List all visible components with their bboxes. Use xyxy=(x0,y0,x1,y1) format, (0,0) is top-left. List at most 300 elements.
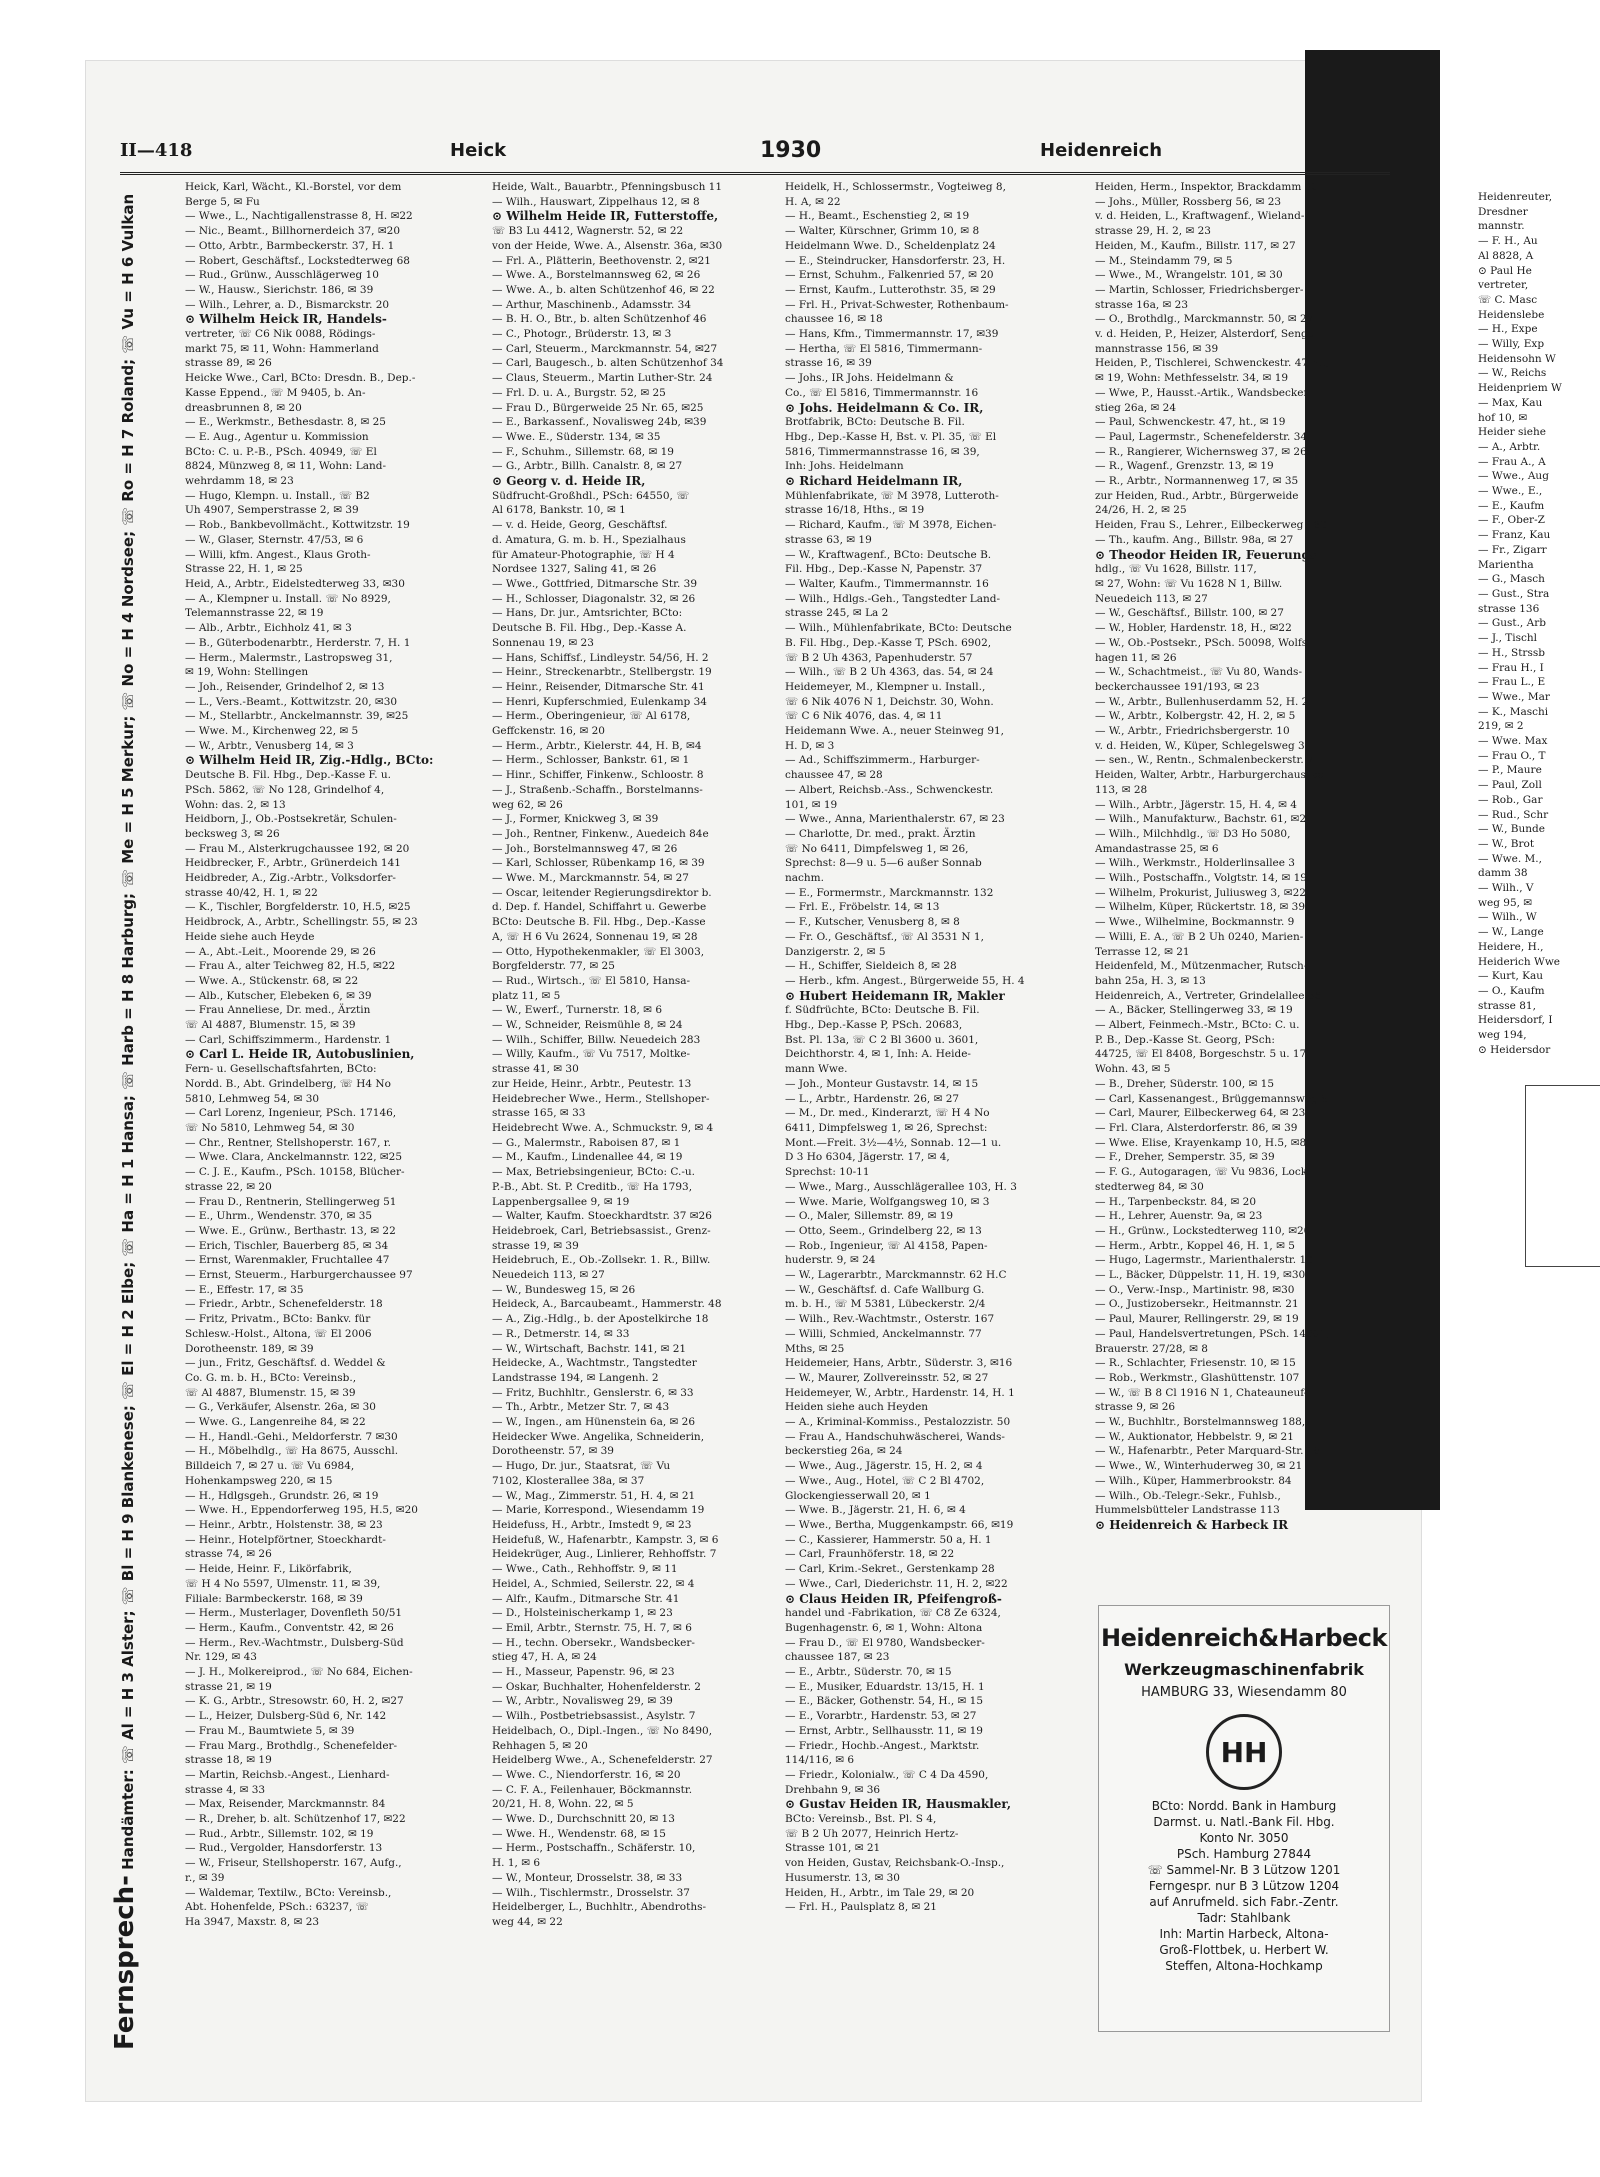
fragment-line: — Paul, Zoll xyxy=(1478,779,1542,792)
header-rule xyxy=(120,172,1390,175)
ad-details xyxy=(1099,1798,1389,1974)
directory-line: 101, ✉ 19 xyxy=(785,798,838,811)
directory-line: Lappenbergsallee 9, ✉ 19 xyxy=(492,1195,630,1208)
fragment-line: Heidenpriem W xyxy=(1478,382,1562,395)
directory-line: — Joh., Reisender, Grindelhof 2, ✉ 13 xyxy=(185,680,385,693)
directory-line: — Wilh., Ob.-Telegr.-Sekr., Fuhlsb., xyxy=(1095,1489,1281,1502)
directory-line: — Carl, Fraunhöferstr. 18, ✉ 22 xyxy=(785,1548,955,1561)
directory-line: ☏ H 4 No 5597, Ulmenstr. 11, ✉ 39, xyxy=(185,1577,381,1590)
directory-line: 5810, Lehmweg 54, ✉ 30 xyxy=(185,1092,320,1105)
directory-line: — E., Formermstr., Marckmannstr. 132 xyxy=(785,886,994,899)
directory-line: — E., Effestr. 17, ✉ 35 xyxy=(185,1283,304,1296)
directory-line: Brotfabrik, BCto: Deutsche B. Fil. xyxy=(785,416,965,429)
directory-line: Hbg., Dep.-Kasse H, Bst. v. Pl. 35, ☏ El xyxy=(785,430,997,443)
fragment-line: — K., Maschi xyxy=(1478,705,1549,718)
directory-line: — Wilh., Werkmstr., Holderlinsallee 3 xyxy=(1095,857,1295,870)
directory-line: strasse 4, ✉ 33 xyxy=(185,1783,266,1796)
directory-line: — Henri, Kupferschmied, Eulenkamp 34 xyxy=(492,695,707,708)
fragment-line: — Fr., Zigarr xyxy=(1478,543,1547,556)
directory-line: Fil. Hbg., Dep.-Kasse N, Papenstr. 37 xyxy=(785,563,983,576)
directory-line: — Willi, kfm. Angest., Klaus Groth- xyxy=(185,548,371,561)
directory-line: chaussee 16, ✉ 18 xyxy=(785,313,883,326)
directory-line: — Wwe., Wilhelmine, Bockmannstr. 9 xyxy=(1095,916,1295,929)
directory-line: — E., Steindrucker, Hansdorferstr. 23, H. xyxy=(785,254,1006,267)
ad-line: Tadr: Stahlbank xyxy=(1197,1911,1291,1925)
directory-line: — Wwe. E., Süderstr. 134, ✉ 35 xyxy=(492,430,661,443)
directory-line: — Carl, Baugesch., b. alten Schützenhof 34 xyxy=(492,357,724,370)
fragment-line: — F., Ober-Z xyxy=(1478,514,1545,527)
directory-line: — Wwe., Aug., Jägerstr. 15, H. 2, ✉ 4 xyxy=(785,1460,983,1473)
directory-line: — Wilh., Arbtr., Jägerstr. 15, H. 4, ✉ 4 xyxy=(1095,798,1297,811)
directory-line: — Albert, Feinmech.-Mstr., BCto: C. u. xyxy=(1095,1019,1300,1032)
directory-line: strasse 16/18, Hths., ✉ 19 xyxy=(785,504,925,517)
directory-line: — H., Schlosser, Diagonalstr. 32, ✉ 26 xyxy=(492,592,696,605)
directory-line: Heidefuß, W., Hafenarbtr., Kampstr. 3, ✉ 6 xyxy=(492,1533,719,1546)
directory-line: — Wilh., Schiffer, Billw. Neuedeich 283 xyxy=(492,1033,701,1046)
directory-line: — W., Arbtr., Friedrichsbergerstr. 10 xyxy=(1095,725,1290,738)
fragment-line: — H., Expe xyxy=(1478,323,1538,336)
directory-line: — O., Maler, Sillemstr. 89, ✉ 19 xyxy=(785,1210,954,1223)
adjacent-page-fragment xyxy=(1478,190,1600,1057)
ad-line: Inh: Martin Harbeck, Altona- xyxy=(1159,1927,1329,1941)
ad-line: Steffen, Altona-Hochkamp xyxy=(1165,1959,1323,1973)
directory-line: — W., Lagerarbtr., Marckmannstr. 62 H.C xyxy=(785,1269,1007,1282)
directory-line: beckerstieg 26a, ✉ 24 xyxy=(785,1445,903,1458)
directory-line: Terrasse 12, ✉ 21 xyxy=(1095,945,1190,958)
fragment-line: — H., Strssb xyxy=(1478,646,1545,659)
directory-line: — G., Verkäufer, Alsenstr. 26a, ✉ 30 xyxy=(185,1401,376,1414)
ad-line: Ferngespr. nur B 3 Lützow 1204 xyxy=(1148,1879,1340,1893)
directory-line: D 3 Ho 6304, Jägerstr. 17, ✉ 4, xyxy=(785,1151,950,1164)
directory-line: Glockengiesserwall 20, ✉ 1 xyxy=(785,1489,931,1502)
directory-line: — W., Schachtmeist., ☏ Vu 80, Wands- xyxy=(1095,666,1302,679)
directory-line: nachm. xyxy=(785,872,824,885)
directory-line: — Wwe., L., Nachtigallenstrasse 8, H. ✉22 xyxy=(185,210,413,223)
directory-line: Telemannstrasse 22, ✉ 19 xyxy=(185,607,324,620)
directory-line: Heidenfeld, M., Mützenmacher, Rutsch- xyxy=(1095,960,1308,973)
directory-line: Heidemann Wwe. A., neuer Steinweg 91, xyxy=(785,725,1005,738)
directory-line: Heidbrock, A., Arbtr., Schellingstr. 55, ✉ 23 xyxy=(185,916,418,929)
directory-line: — Wwe. E., Grünw., Berthastr. 13, ✉ 22 xyxy=(185,1224,396,1237)
directory-line: — Herm., Oberingenieur, ☏ Al 6178, xyxy=(492,710,691,723)
advertisement-heidenreich-harbeck xyxy=(1098,1605,1390,2032)
directory-line: ☏ No 5810, Lehmweg 54, ✉ 30 xyxy=(185,1122,355,1134)
directory-line: — F., Kutscher, Venusberg 8, ✉ 8 xyxy=(785,916,960,929)
page-header xyxy=(120,140,1395,170)
directory-line: ⊙ Johs. Heidelmann & Co. IR, xyxy=(785,400,984,415)
fragment-line: vertreter, xyxy=(1478,279,1529,292)
directory-line: — R., Detmerstr. 14, ✉ 33 xyxy=(492,1327,630,1340)
directory-line: — H., Lehrer, Auenstr. 9a, ✉ 23 xyxy=(1095,1210,1263,1223)
directory-line: — C. F. A., Feilenhauer, Böckmannstr. xyxy=(492,1783,693,1796)
directory-line: — Joh., Rentner, Finkenw., Auedeich 84e xyxy=(492,827,709,840)
directory-line: v. d. Heiden, L., Kraftwagenf., Wieland- xyxy=(1095,210,1305,223)
directory-line: — Herb., kfm. Angest., Bürgerweide 55, H. 4 xyxy=(785,974,1025,987)
directory-line: — C., Photogr., Brüderstr. 13, ✉ 3 xyxy=(492,328,672,341)
directory-line: ⊙ Heidenreich & Harbeck IR xyxy=(1095,1517,1289,1532)
fragment-line: — Wwe. Max xyxy=(1478,735,1548,748)
directory-line: — Waldemar, Textilw., BCto: Vereinsb., xyxy=(185,1886,392,1899)
directory-line: — Albert, Reichsb.-Ass., Schwenckestr. xyxy=(785,783,994,796)
directory-line: — Carl, Maurer, Eilbeckerweg 64, ✉ 23 xyxy=(1095,1107,1306,1120)
directory-line: — Wwe. H., Wendenstr. 68, ✉ 15 xyxy=(492,1827,666,1840)
directory-line: Nr. 129, ✉ 43 xyxy=(185,1651,257,1664)
directory-line: — Emil, Arbtr., Sternstr. 75, H. 7, ✉ 6 xyxy=(492,1621,692,1634)
directory-line: — Walter, Kaufm. Stoeckhardtstr. 37 ✉26 xyxy=(492,1210,712,1223)
directory-line: — Ernst, Schuhm., Falkenried 57, ✉ 20 xyxy=(785,269,994,282)
directory-line: — Max, Betriebsingenieur, BCto: C.-u. xyxy=(492,1166,695,1179)
directory-line: — E., Werkmstr., Bethesdastr. 8, ✉ 25 xyxy=(185,416,386,429)
directory-line: — Wilh., Postbetriebsassist., Asylstr. 7 xyxy=(492,1710,696,1723)
directory-line: strasse 19, ✉ 39 xyxy=(492,1239,579,1252)
directory-line: — Wwe. M., Kirchenweg 22, ✉ 5 xyxy=(185,725,359,738)
directory-line: — Friedr., Hochb.-Angest., Marktstr. xyxy=(785,1739,980,1752)
directory-line: — W., Hausw., Sierichstr. 186, ✉ 39 xyxy=(185,283,374,296)
directory-line: — Erich, Tischler, Bauerberg 85, ✉ 34 xyxy=(185,1239,389,1252)
ad-line: Darmst. u. Natl.-Bank Fil. Hbg. xyxy=(1153,1815,1335,1829)
directory-line: — W., Schneider, Reismühle 8, ✉ 24 xyxy=(492,1019,683,1032)
directory-line: — Alb., Kutscher, Elebeken 6, ✉ 39 xyxy=(185,989,372,1002)
fragment-line: — W., Brot xyxy=(1478,837,1535,850)
directory-line: — Oskar, Buchhalter, Hohenfelderstr. 2 xyxy=(492,1680,701,1693)
fragment-line: Marientha xyxy=(1478,558,1534,571)
directory-line: hdlg., ☏ Vu 1628, Billstr. 117, xyxy=(1095,563,1257,576)
directory-line: Sprechst: 10-11 xyxy=(785,1166,870,1179)
directory-line: Heidebruch, E., Ob.-Zollsekr. 1. R., Billw. xyxy=(492,1254,711,1267)
directory-line: — H., Hdlgsgeh., Grundstr. 26, ✉ 19 xyxy=(185,1489,379,1502)
header-first-entry: Heick xyxy=(450,140,507,161)
directory-line: — F., Dreher, Semperstr. 35, ✉ 39 xyxy=(1095,1151,1275,1164)
directory-line: — Wwe., Aug., Hotel, ☏ C 2 Bl 4702, xyxy=(785,1474,985,1487)
directory-line: — Marie, Korrespond., Wiesendamm 19 xyxy=(492,1504,705,1517)
directory-line: — J. H., Molkereiprod., ☏ No 684, Eichen- xyxy=(185,1666,413,1679)
fragment-line: Dresdner xyxy=(1478,205,1528,218)
directory-line: Heidemeyer, M., Klempner u. Install., xyxy=(785,680,986,693)
directory-line: — Hans, Kfm., Timmermannstr. 17, ✉39 xyxy=(785,328,999,341)
directory-line: stieg 47, H. A, ✉ 24 xyxy=(492,1651,597,1664)
directory-line: — Fritz, Privatm., BCto: Bankv. für xyxy=(185,1313,371,1326)
directory-line: — R., Arbtr., Normannenweg 17, ✉ 35 xyxy=(1095,475,1299,488)
directory-line: — Ernst, Arbtr., Sellhausstr. 11, ✉ 19 xyxy=(785,1724,983,1737)
directory-line: Geffckenstr. 16, ✉ 20 xyxy=(492,725,605,738)
directory-line: Heiden, Walter, Arbtr., Harburgerchaussee xyxy=(1095,769,1324,782)
directory-line: — Frau D., ☏ El 9780, Wandsbecker- xyxy=(785,1636,985,1649)
fragment-line: — Frau L., E xyxy=(1478,676,1546,689)
directory-line: — Carl, Schiffszimmerm., Hardenstr. 1 xyxy=(185,1033,392,1046)
directory-line: — Rud., Wirtsch., ☏ El 5810, Hansa- xyxy=(492,974,691,987)
directory-line: vertreter, ☏ C6 Nik 0088, Rödings- xyxy=(185,328,376,341)
header-year: 1930 xyxy=(760,138,822,163)
directory-line: — sen., W., Rentn., Schmalenbeckerstr. 7 xyxy=(1095,754,1314,767)
directory-line: — Wwe. M., Marckmannstr. 54, ✉ 27 xyxy=(492,872,689,885)
fragment-line: Al 8828, A xyxy=(1478,249,1534,262)
directory-line: — v. d. Heide, Georg, Geschäftsf. xyxy=(492,519,668,532)
directory-line: — H., Grünw., Lockstedterweg 110, ✉20 xyxy=(1095,1224,1311,1237)
directory-line: weg 62, ✉ 26 xyxy=(492,798,563,811)
directory-line: — Wwe. A., Stückenstr. 68, ✉ 22 xyxy=(185,974,359,987)
directory-line: — R., Dreher, b. alt. Schützenhof 17, ✉22 xyxy=(185,1813,406,1826)
fragment-line: — W., Bunde xyxy=(1478,823,1545,836)
directory-line: strasse 16a, ✉ 23 xyxy=(1095,298,1189,311)
directory-line: Heidelberger, L., Buchhltr., Abendroths- xyxy=(492,1901,707,1914)
directory-line: — Frau A., Handschuhwäscherei, Wands- xyxy=(785,1430,1005,1443)
directory-line: BCto: Deutsche B. Fil. Hbg., Dep.-Kasse xyxy=(492,916,706,929)
directory-line: — Paul, Handelsvertretungen, PSch. 14601, xyxy=(1095,1327,1330,1340)
directory-line: — W., Ewerf., Turnerstr. 18, ✉ 6 xyxy=(492,1004,662,1017)
directory-line: Heidemeyer, W., Arbtr., Hardenstr. 14, H. 1 xyxy=(785,1386,1015,1399)
fragment-line: — P., Maure xyxy=(1478,764,1542,777)
directory-line: — Friedr., Kolonialw., ☏ C 4 Da 4590, xyxy=(785,1768,989,1781)
directory-line: stedterweg 84, ✉ 30 xyxy=(1095,1180,1204,1193)
directory-line: — Wwe., M., Wrangelstr. 101, ✉ 30 xyxy=(1095,269,1283,282)
directory-line: Bugenhagenstr. 6, ✉ 1, Wohn: Altona xyxy=(785,1621,983,1634)
directory-line: Borgfelderstr. 77, ✉ 25 xyxy=(492,960,615,973)
directory-line: ⊙ Carl L. Heide IR, Autobuslinien, xyxy=(185,1047,415,1062)
directory-line: Heidecker Wwe. Angelika, Schneiderin, xyxy=(492,1430,705,1443)
directory-line: — Joh., Monteur Gustavstr. 14, ✉ 15 xyxy=(785,1077,979,1090)
directory-line: — H., Handl.-Gehi., Meldorferstr. 7 ✉30 xyxy=(185,1430,398,1443)
directory-line: d. Dep. f. Handel, Schiffahrt u. Gewerbe xyxy=(492,901,707,914)
directory-line: ⊙ Wilhelm Heick IR, Handels- xyxy=(185,312,387,327)
directory-line: — Paul, Schwenckestr. 47, ht., ✉ 19 xyxy=(1095,416,1286,429)
directory-line: becksweg 3, ✉ 26 xyxy=(185,827,280,840)
directory-line: — Herm., Arbtr., Koppel 46, H. 1, ✉ 5 xyxy=(1095,1239,1295,1252)
directory-line: — Oscar, leitender Regierungsdirektor b. xyxy=(492,886,712,899)
directory-line: — C. J. E., Kaufm., PSch. 10158, Blücher- xyxy=(185,1166,405,1179)
fragment-line: 219, ✉ 2 xyxy=(1478,720,1524,733)
directory-line: beckerchaussee 191/193, ✉ 23 xyxy=(1095,680,1260,693)
directory-line: — A., Kriminal-Kommiss., Pestalozzistr. 50 xyxy=(785,1416,1011,1429)
directory-line: Billdeich 7, ✉ 27 u. ☏ Vu 6984, xyxy=(185,1460,355,1473)
fragment-line: — Wwe. M., xyxy=(1478,852,1542,865)
directory-line: ☏ 6 Nik 4076 N 1, Deichstr. 30, Wohn. xyxy=(785,695,994,708)
directory-line: P. B., Dep.-Kasse St. Georg, PSch: xyxy=(1095,1033,1275,1046)
directory-line: — Heinr., Hotelpförtner, Stoeckhardt- xyxy=(185,1533,386,1546)
directory-line: Heidecke, A., Wachtmstr., Tangstedter xyxy=(492,1357,697,1370)
directory-line: — B., Dreher, Süderstr. 100, ✉ 15 xyxy=(1095,1077,1275,1090)
directory-line: — Wwe. C., Niendorferstr. 16, ✉ 20 xyxy=(492,1768,681,1781)
directory-line: Nordsee 1327, Saling 41, ✉ 26 xyxy=(492,563,657,576)
directory-line: v. d. Heiden, P., Heizer, Alsterdorf, Sengel- xyxy=(1095,328,1321,341)
directory-line: — Carl, Kassenangest., Brüggemannsweg 8 xyxy=(1095,1092,1328,1105)
directory-line: strasse 21, ✉ 19 xyxy=(185,1680,272,1693)
directory-line: — Hugo, Klempn. u. Install., ☏ B2 xyxy=(185,489,370,502)
directory-line: Uh 4907, Semperstrasse 2, ✉ 39 xyxy=(185,504,359,517)
directory-line: — L., Arbtr., Hardenstr. 26, ✉ 27 xyxy=(785,1092,960,1105)
directory-line: — Frau D., Rentnerin, Stellingerweg 51 xyxy=(185,1195,397,1208)
directory-line: Heidborn, J., Ob.-Postsekretär, Schulen- xyxy=(185,813,397,826)
directory-line: strasse 18, ✉ 19 xyxy=(185,1754,272,1767)
directory-line: — Wilh., Tischlermstr., Drosselstr. 37 xyxy=(492,1886,690,1899)
directory-line: — Frl. E., Fröbelstr. 14, ✉ 13 xyxy=(785,901,940,914)
fragment-line: — Kurt, Kau xyxy=(1478,970,1543,983)
directory-line: ☏ B3 Lu 4412, Wagnerstr. 52, ✉ 22 xyxy=(492,225,684,238)
fragment-line: — Wwe., Mar xyxy=(1478,690,1550,703)
directory-line: — Wilh., ☏ B 2 Uh 4363, das. 54, ✉ 24 xyxy=(785,666,994,679)
ad-line: auf Anrufmeld. sich Fabr.-Zentr. xyxy=(1149,1895,1339,1909)
fragment-line: Heidensohn W xyxy=(1478,352,1556,365)
directory-line: Strasse 22, H. 1, ✉ 25 xyxy=(185,563,303,576)
logo-letters: HH xyxy=(1220,1735,1268,1769)
fragment-line: weg 194, xyxy=(1478,1029,1527,1042)
fragment-line: — Gust., Stra xyxy=(1478,587,1550,600)
directory-line: Heide, Walt., Bauarbtr., Pfenningsbusch 11 xyxy=(492,181,723,193)
fragment-line: — Rud., Schr xyxy=(1478,808,1549,821)
directory-line: Mths, ✉ 25 xyxy=(785,1342,845,1355)
directory-line: — Rud., Vergolder, Hansdorferstr. 13 xyxy=(185,1842,383,1855)
directory-line: Mühlenfabrikate, ☏ M 3978, Lutteroth- xyxy=(785,489,999,502)
directory-line: Hbg., Dep.-Kasse P, PSch. 20683, xyxy=(785,1019,963,1032)
page-number: II—418 xyxy=(120,140,193,161)
directory-line: m. b. H., ☏ M 5381, Lübeckerstr. 2/4 xyxy=(785,1298,986,1311)
directory-line: — jun., Fritz, Geschäftsf. d. Weddel & xyxy=(185,1357,386,1370)
directory-line: dreasbrunnen 8, ✉ 20 xyxy=(185,401,302,414)
fragment-line: — G., Masch xyxy=(1478,573,1545,586)
directory-line: stieg 26a, ✉ 24 xyxy=(1095,401,1177,414)
directory-line: — Herm., Kaufm., Conventstr. 42, ✉ 26 xyxy=(185,1621,394,1634)
directory-line: — Wilh., Rev.-Wachtmstr., Osterstr. 167 xyxy=(785,1313,995,1326)
directory-line: ☏ No 6411, Dimpfelsweg 1, ✉ 26, xyxy=(785,842,969,855)
directory-line: Inh: Johs. Heidelmann xyxy=(785,460,904,473)
ad-address: HAMBURG 33, Wiesendamm 80 xyxy=(1141,1685,1347,1700)
directory-line: H. A, ✉ 22 xyxy=(785,195,841,208)
directory-line: — Frl. D. u. A., Burgstr. 52, ✉ 25 xyxy=(492,386,666,399)
directory-line: — K., Tischler, Borgfelderstr. 10, H.5, ✉25 xyxy=(185,901,411,914)
directory-line: hagen 11, ✉ 26 xyxy=(1095,651,1177,664)
directory-line: — Heinr., Streckenarbtr., Stellbergstr. 19 xyxy=(492,666,712,679)
directory-line: — Frau M., Alsterkrugchaussee 192, ✉ 20 xyxy=(185,842,410,855)
directory-line: — Frau A., alter Teichweg 82, H.5, ✉22 xyxy=(185,960,396,973)
directory-line: — A., Bäcker, Stellingerweg 33, ✉ 19 xyxy=(1095,1004,1293,1017)
directory-line: — M., Steindamm 79, ✉ 5 xyxy=(1095,254,1233,267)
directory-line: — F., Schuhm., Sillemstr. 68, ✉ 19 xyxy=(492,445,674,458)
directory-line: — Wwe. A., Borstelmannsweg 62, ✉ 26 xyxy=(492,269,701,282)
directory-line: — Rob., Werkmstr., Glashüttenstr. 107 xyxy=(1095,1371,1300,1384)
directory-line: — Wilh., Mühlenfabrikate, BCto: Deutsche xyxy=(785,622,1012,635)
directory-line: strasse 41, ✉ 30 xyxy=(492,1063,579,1076)
directory-line: Heide siehe auch Heyde xyxy=(185,930,315,943)
directory-line: Sprechst: 8—9 u. 5—6 außer Sonnab xyxy=(785,857,982,870)
directory-line: Südfrucht-Großhdl., PSch: 64550, ☏ xyxy=(492,489,690,502)
directory-line: — L., Bäcker, Düppelstr. 11, H. 19, ✉30 xyxy=(1095,1269,1306,1282)
fragment-line: Heider siehe xyxy=(1478,426,1546,439)
directory-line: — Wwe., Gottfried, Ditmarsche Str. 39 xyxy=(492,577,697,590)
directory-line: — W., Bundesweg 15, ✉ 26 xyxy=(492,1283,636,1296)
directory-line: — Carl Lorenz, Ingenieur, PSch. 17146, xyxy=(185,1107,397,1120)
directory-line: PSch. 5862, ☏ No 128, Grindelhof 4, xyxy=(185,783,385,796)
directory-line: Amandastrasse 25, ✉ 6 xyxy=(1095,842,1219,855)
fragment-line: hof 10, ✉ xyxy=(1478,411,1528,424)
directory-line: — G., Malermstr., Raboisen 87, ✉ 1 xyxy=(492,1136,681,1149)
directory-line: H. 1, ✉ 6 xyxy=(492,1857,541,1870)
column-2 xyxy=(492,180,792,1930)
directory-line: strasse 63, ✉ 19 xyxy=(785,533,872,546)
directory-line: — Wilh., Hauswart, Zippelhaus 12, ✉ 8 xyxy=(492,195,700,208)
directory-line: — Frl. A., Plätterin, Beethovenstr. 2, ✉21 xyxy=(492,254,711,267)
fragment-line: — Wilh., W xyxy=(1478,911,1537,924)
directory-line: — H., Möbelhdlg., ☏ Ha 8675, Ausschl. xyxy=(185,1445,399,1458)
directory-line: ⊙ Wilhelm Heid IR, Zig.-Hdlg., BCto: xyxy=(185,753,434,768)
directory-line: — Carl, Krim.-Sekret., Gerstenkamp 28 xyxy=(785,1563,995,1576)
directory-line: — W., Geschäftsf. d. Cafe Wallburg G. xyxy=(785,1283,985,1296)
directory-line: — Claus, Steuerm., Martin Luther-Str. 24 xyxy=(492,372,713,385)
fragment-line: — F. H., Au xyxy=(1478,235,1538,248)
directory-line: strasse 40/42, H. 1, ✉ 22 xyxy=(185,886,318,899)
fragment-line: ⊙ Heidersdor xyxy=(1478,1043,1551,1056)
directory-line: — Hinr., Schiffer, Finkenw., Schloostr. 8 xyxy=(492,769,704,782)
directory-line: Dorotheenstr. 57, ✉ 39 xyxy=(492,1445,614,1458)
directory-line: strasse 29, H. 2, ✉ 23 xyxy=(1095,225,1211,238)
directory-line: — Hugo, Dr. jur., Staatsrat, ☏ Vu xyxy=(492,1460,671,1473)
directory-line: strasse 16, ✉ 39 xyxy=(785,357,872,370)
directory-line: H. D, ✉ 3 xyxy=(785,739,835,752)
directory-line: — W., Glaser, Sternstr. 47/53, ✉ 6 xyxy=(185,533,364,546)
directory-line: Heidelbach, O., Dipl.-Ingen., ☏ No 8490, xyxy=(492,1724,713,1737)
fragment-line: Heidenreuter, xyxy=(1478,191,1553,203)
directory-line: Wohn. 43, ✉ 5 xyxy=(1095,1063,1171,1076)
directory-line: — B. H. O., Btr., b. alten Schützenhof 46 xyxy=(492,313,707,326)
directory-line: — Friedr., Arbtr., Schenefelderstr. 18 xyxy=(185,1298,383,1311)
directory-line: — Herm., Postschaffn., Schäferstr. 10, xyxy=(492,1842,696,1855)
directory-line: — Willy, Kaufm., ☏ Vu 7517, Moltke- xyxy=(492,1048,691,1061)
directory-line: Heidebrecht Wwe. A., Schmuckstr. 9, ✉ 4 xyxy=(492,1122,714,1134)
directory-line: — W., Arbtr., Novalisweg 29, ✉ 39 xyxy=(492,1695,673,1708)
directory-line: strasse 9, ✉ 26 xyxy=(1095,1401,1176,1414)
fragment-line: — Max, Kau xyxy=(1478,396,1543,409)
directory-line: — Alfr., Kaufm., Ditmarsche Str. 41 xyxy=(492,1592,680,1605)
directory-line: — Rob., Bankbevollmächt., Kottwitzstr. 19 xyxy=(185,519,410,532)
directory-line: — O., Justizobersekr., Heitmannstr. 21 xyxy=(1095,1298,1299,1311)
fragment-line: — J., Tischl xyxy=(1478,632,1537,645)
directory-line: — W., Arbtr., Bullenhuserdamm 52, H. 2 xyxy=(1095,695,1309,708)
directory-line: — Frau D., Bürgerweide 25 Nr. 65, ✉25 xyxy=(492,401,704,414)
directory-line: — K. G., Arbtr., Stresowstr. 60, H. 2, ✉27 xyxy=(185,1695,404,1708)
directory-line: — Heinr., Reisender, Ditmarsche Str. 41 xyxy=(492,680,705,693)
directory-line: — O., Verw.-Insp., Martinistr. 98, ✉30 xyxy=(1095,1283,1295,1296)
directory-line: Heidbreder, A., Zig.-Arbtr., Volksdorfer- xyxy=(185,872,396,885)
fragment-line: — Wwe., E., xyxy=(1478,485,1543,498)
directory-line: f. Südfrüchte, BCto: Deutsche B. Fil. xyxy=(785,1004,980,1017)
directory-line: ☏ Al 4887, Blumenstr. 15, ✉ 39 xyxy=(185,1386,356,1399)
directory-line: — Rud., Arbtr., Sillemstr. 102, ✉ 19 xyxy=(185,1827,374,1840)
directory-line: — Wwe., Cath., Rehhoffstr. 9, ✉ 11 xyxy=(492,1563,678,1576)
directory-line: — W., Arbtr., Kolbergstr. 42, H. 2, ✉ 5 xyxy=(1095,710,1296,723)
directory-line: Heid, A., Arbtr., Eidelstedterweg 33, ✉30 xyxy=(185,577,405,590)
directory-line: Heiden, Herm., Inspektor, Brackdamm 30 xyxy=(1095,181,1318,193)
directory-line: Heidelberg Wwe., A., Schenefelderstr. 27 xyxy=(492,1754,713,1767)
directory-line: — Ernst, Steuerm., Harburgerchaussee 97 xyxy=(185,1269,413,1282)
directory-line: Heick, Karl, Wächt., Kl.-Borstel, vor dem xyxy=(185,181,402,193)
directory-line: Heideck, A., Barcaubeamt., Hammerstr. 48 xyxy=(492,1298,722,1311)
directory-line: — Wwe., Carl, Diederichstr. 11, H. 2, ✉22 xyxy=(785,1577,1008,1590)
directory-line: — Frau M., Baumtwiete 5, ✉ 39 xyxy=(185,1724,355,1737)
directory-line: weg 44, ✉ 22 xyxy=(492,1915,563,1928)
directory-line: — Frl. H., Paulsplatz 8, ✉ 21 xyxy=(785,1901,937,1914)
directory-line: — A., Klempner u. Install. ☏ No 8929, xyxy=(185,592,391,605)
directory-line: Ha 3947, Maxstr. 8, ✉ 23 xyxy=(185,1915,320,1928)
directory-line: Strasse 101, ✉ 21 xyxy=(785,1842,881,1855)
directory-line: — Wwe. D., Durchschnitt 20, ✉ 13 xyxy=(492,1813,675,1826)
fragment-line: — O., Kaufm xyxy=(1478,984,1545,997)
directory-line: — A., Abt.-Leit., Moorende 29, ✉ 26 xyxy=(185,945,376,958)
directory-line: — E., Vorarbtr., Hardenstr. 53, ✉ 27 xyxy=(785,1710,977,1723)
directory-line: Dorotheenstr. 189, ✉ 39 xyxy=(185,1342,314,1355)
directory-line: — F. G., Autogaragen, ☏ Vu 9836, Lock- xyxy=(1095,1166,1311,1179)
directory-line: ☏ C 6 Nik 4076, das. 4, ✉ 11 xyxy=(785,710,943,723)
directory-line: Berge 5, ✉ Fu xyxy=(185,195,260,208)
directory-line: — Hans, Dr. jur., Amtsrichter, BCto: xyxy=(492,607,683,620)
directory-line: — Otto, Hypothekenmakler, ☏ El 3003, xyxy=(492,945,705,958)
